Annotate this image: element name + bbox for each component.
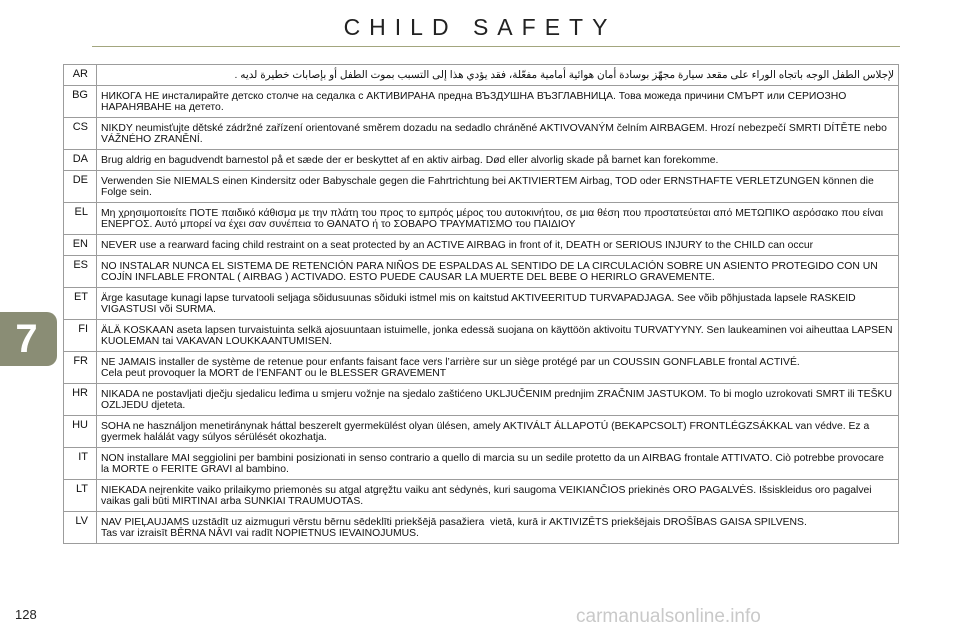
language-code: LT — [64, 480, 97, 512]
warning-text-line: NE JAMAIS installer de système de retenue pour enfants faisant face vers l’arrière sur un siège protégé par un COUSSIN GONFLABLE frontal ACTIVÉ. — [101, 357, 800, 368]
title-divider — [92, 46, 900, 47]
warning-text-line: NO INSTALAR NUNCA EL SISTEMA DE RETENCIÓN PARA NIÑOS DE ESPALDAS AL SENTIDO DE LA CIRCULACIÓN SOBRE UN ASIENTO PROTEGIDO CON UN COJÍN INFLABLE FRONTAL ( AIRBAG ) ACTIVADO. ESTO PUEDE CAUSAR LA MUERTE DEL BEBE O HERIRLO GRAVEMENTE. — [101, 261, 881, 283]
warning-text — [97, 171, 899, 203]
language-row-lt — [64, 480, 899, 512]
language-code: ES — [64, 256, 97, 288]
language-row-lv — [64, 512, 899, 544]
warning-text — [97, 352, 899, 384]
warning-text-line: Tas var izraisīt BĒRNA NĀVI vai radīt NOPIETNUS IEVAINOJUMUS. — [101, 528, 419, 539]
language-row-el — [64, 203, 899, 235]
warning-text-line: Brug aldrig en bagudvendt barnestol på et sæde der er beskyttet af en aktiv airbag. Død eller alvorlig skade på barnet kan forekomme. — [101, 155, 719, 166]
warning-text-line: Ärge kasutage kunagi lapse turvatooli seljaga sõidusuunas sõiduki istmel mis on kaitstud AKTIVEERITUD TURVAPADJAGA. See võib põhjustada lapsele RASKEID VIGASTUSI või SURMA. — [101, 293, 859, 315]
warning-text — [97, 256, 899, 288]
page-number: 128 — [15, 607, 37, 622]
warning-text — [97, 480, 899, 512]
warning-text-line: НИКОГА НЕ инсталирайте детско столче на седалка с АКТИВИРАНА предна ВЪЗДУШНА ВЪЗГЛАВНИЦА. Това можеда причини СМЪРТ или СЕРИОЗНО НАРАНЯВАНЕ на детето. — [101, 91, 850, 113]
language-code: DA — [64, 150, 97, 171]
language-code: IT — [64, 448, 97, 480]
warning-table-body — [64, 65, 899, 544]
warning-text — [97, 448, 899, 480]
language-code: CS — [64, 118, 97, 150]
language-row-en — [64, 235, 899, 256]
page-title: CHILD SAFETY — [343, 14, 617, 40]
warning-text-line: Cela peut provoquer la MORT de l’ENFANT ou le BLESSER GRAVEMENT — [101, 368, 447, 379]
language-row-fr — [64, 352, 899, 384]
warning-text — [97, 512, 899, 544]
language-code: HR — [64, 384, 97, 416]
chapter-tab: 7 — [0, 312, 57, 366]
language-code: BG — [64, 86, 97, 118]
warning-text-line: Μη χρησιμοποιείτε ΠΟΤΕ παιδικό κάθισμα με την πλάτη του προς το εμπρός μέρος του αυτοκινήτου, σε μια θέση που προστατεύεται από ΜΕΤΩΠΙΚΟ αερόσακο που είναι ΕΝΕΡΓΟΣ. Αυτό μπορεί να έχει σαν συνέπεια το ΘΑΝΑΤΟ ή το ΣΟΒΑΡΟ ΤΡΑΥΜΑΤΙΣΜΟ του ΠΑΙΔΙΟΥ — [101, 208, 886, 230]
language-row-bg — [64, 86, 899, 118]
warning-text — [97, 416, 899, 448]
warning-text-line: NIEKADA neįrenkite vaiko prilaikymo priemonės su atgal atgręžtu vaiku ant sėdynės, kuri saugoma VEIKIANČIOS priekinės ORO PAGALVĖS. Išsiskleidus oro pagalvei vaikas gali būti MIRTINAI arba SUNKIAI TRAUMUOTAS. — [101, 485, 875, 507]
language-row-it — [64, 448, 899, 480]
language-row-es — [64, 256, 899, 288]
language-code: LV — [64, 512, 97, 544]
warning-text-line: Verwenden Sie NIEMALS einen Kindersitz oder Babyschale gegen die Fahrtrichtung bei AKTIVIERTEM Airbag, TOD oder ERNSTHAFTE VERLETZUNGEN können die Folge sein. — [101, 176, 877, 198]
warning-text-line: لإجلاس الطفل الوجه باتجاه الوراء على مقعد سيارة مجهّز بوسادة أمان هوائية أمامية مفعّلة، فقد يؤدي هذا إلى التسبب بموت الطفل أو بإصابات خطيرة لديه . — [234, 70, 894, 81]
language-code: EL — [64, 203, 97, 235]
warning-text-line: NIKDY neumisťujte dětské zádržné zařízení orientované směrem dozadu na sedadlo chráněné AKTIVOVANÝM čelním AIRBAGEM. Hrozí nebezpečí SMRTI DÍTĚTE nebo VÁŽNÉHO ZRANĚNÍ. — [101, 123, 890, 145]
language-code: FI — [64, 320, 97, 352]
language-code: HU — [64, 416, 97, 448]
language-row-ar — [64, 65, 899, 86]
warning-text — [97, 118, 899, 150]
language-row-hu — [64, 416, 899, 448]
language-code: EN — [64, 235, 97, 256]
warning-text — [97, 65, 899, 86]
warning-text — [97, 235, 899, 256]
warning-text-line: NEVER use a rearward facing child restraint on a seat protected by an ACTIVE AIRBAG in front of it, DEATH or SERIOUS INJURY to the CHILD can occur — [101, 240, 814, 251]
warning-text — [97, 384, 899, 416]
warning-text — [97, 86, 899, 118]
warning-text-line: ÄLÄ KOSKAAN aseta lapsen turvaistuinta selkä ajosuuntaan istuimelle, jonka edessä suojana on käyttöön aktivoitu TURVATYYNY. Sen laukeaminen voi aiheuttaa LAPSEN KUOLEMAN tai VAKAVAN LOUKKAANTUMISEN. — [101, 325, 896, 347]
language-row-cs — [64, 118, 899, 150]
language-code: ET — [64, 288, 97, 320]
warning-text-line: SOHA ne használjon menetiránynak háttal beszerelt gyermekülést olyan ülésen, amely AKTIVÁLT ÁLLAPOTÚ (BEKAPCSOLT) FRONTLÉGZSÁKKAL van védve. Ez a gyermek halálát vagy súlyos sérülését okozhatja. — [101, 421, 873, 443]
warning-text-line: NIKADA ne postavljati dječju sjedalicu leđima u smjeru vožnje na sjedalo zaštićeno UKLJUČENIM prednjim ZRAČNIM JASTUKOM. To bi moglo uzrokovati SMRT ili TEŠKU OZLJEDU djeteta. — [101, 389, 895, 411]
language-row-fi — [64, 320, 899, 352]
language-code: DE — [64, 171, 97, 203]
watermark: carmanualsonline.info — [576, 606, 761, 627]
warning-text — [97, 320, 899, 352]
warning-text-line: NON installare MAI seggiolini per bambini posizionati in senso contrario a quello di marcia su un sedile protetto da un AIRBAG frontale ATTIVATO. Ciò potrebbe provocare la MORTE o FERITE GRAVI al bambino. — [101, 453, 887, 475]
language-row-de — [64, 171, 899, 203]
language-row-da — [64, 150, 899, 171]
warning-text — [97, 203, 899, 235]
language-row-et — [64, 288, 899, 320]
warning-text-line: NAV PIEĻAUJAMS uzstādīt uz aizmuguri vērstu bērnu sēdeklīti priekšējā pasažiera vietā, kurā ir AKTIVIZĒTS priekšējais DROŠĪBAS GAISA SPILVENS. — [101, 517, 807, 528]
language-code: FR — [64, 352, 97, 384]
warning-text — [97, 288, 899, 320]
airbag-warning-table — [63, 64, 899, 544]
warning-text — [97, 150, 899, 171]
language-row-hr — [64, 384, 899, 416]
language-code: AR — [64, 65, 97, 86]
